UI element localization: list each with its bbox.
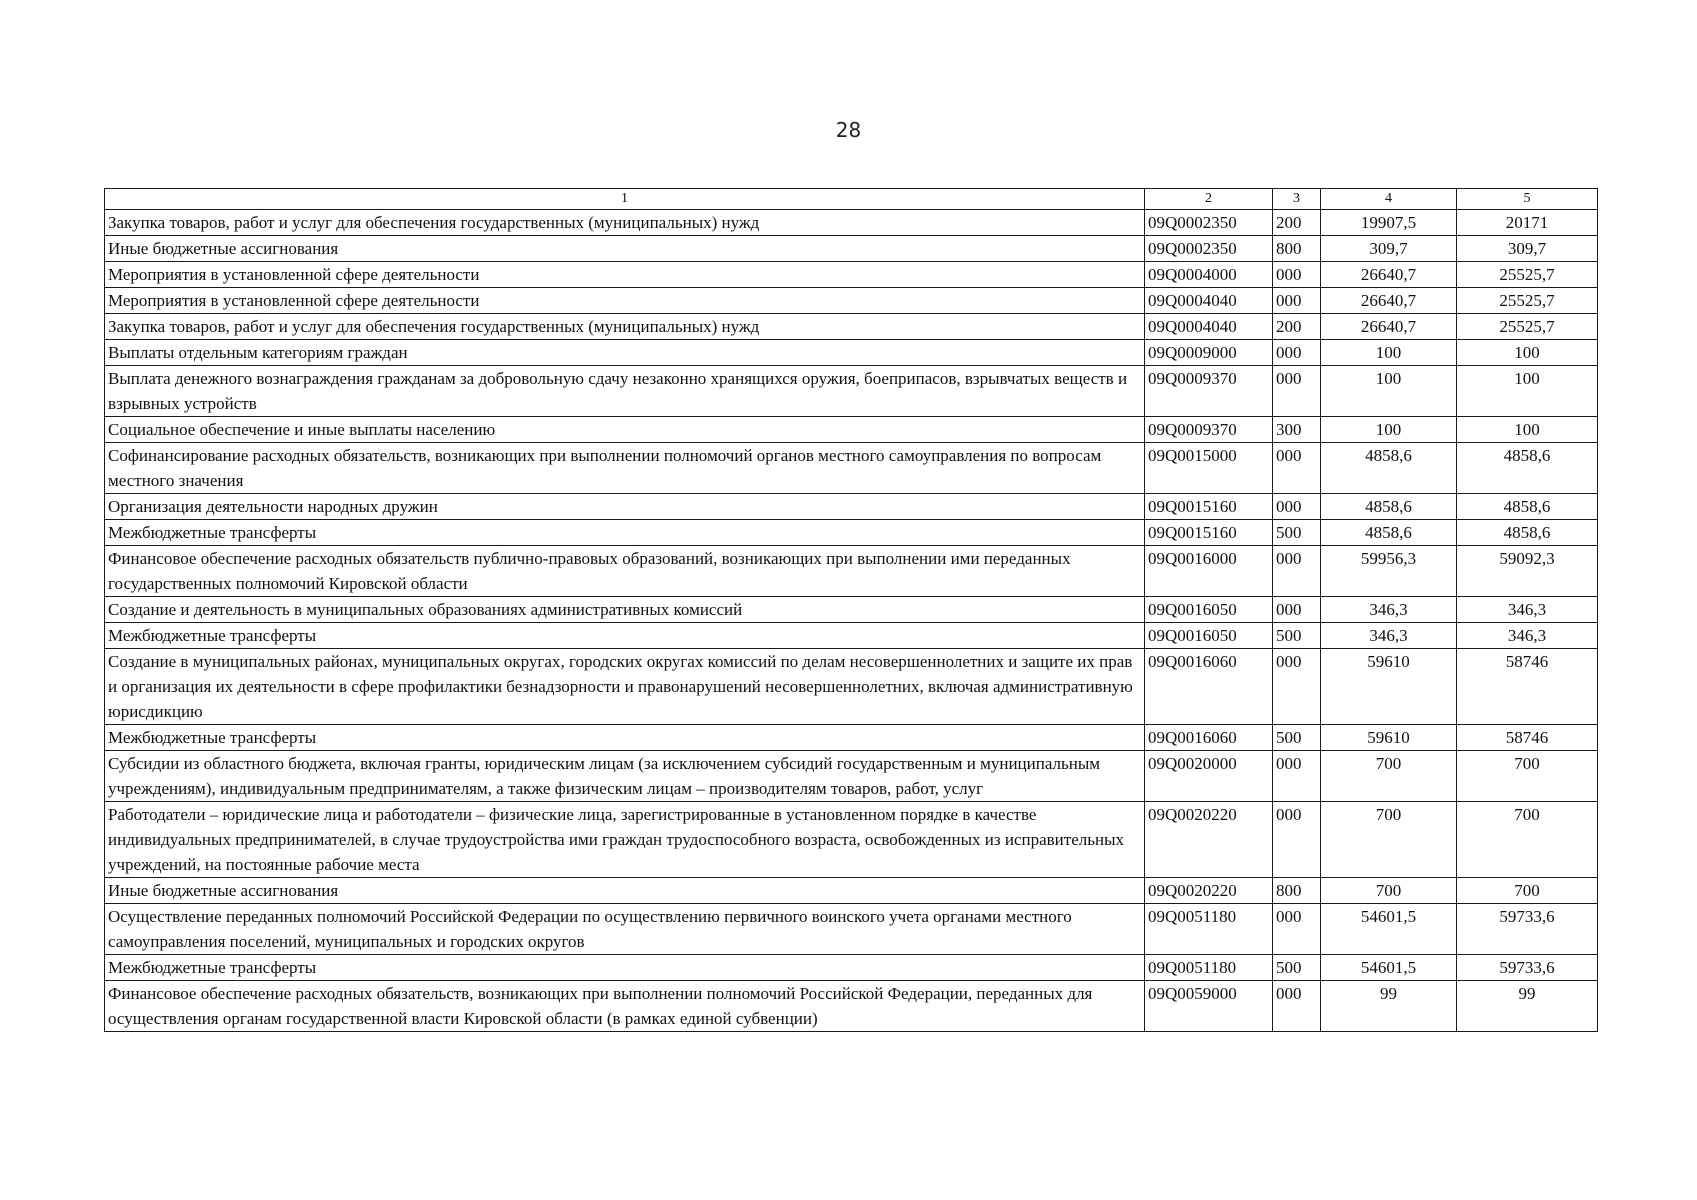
row-code-cell: 09Q0020220 [1145,802,1273,878]
row-value-2024-cell: 100 [1321,366,1457,417]
row-name-cell: Выплаты отдельным категориям граждан [105,340,1145,366]
table-row [105,210,1598,236]
row-name-cell: Субсидии из областного бюджета, включая гранты, юридическим лицам (за исключением субсидий государственным и муниципальным учреждениям), индивидуальным предпринимателям, а также физическим лицам – производителям товаров, работ, услуг [105,751,1145,802]
table-row [105,725,1598,751]
row-value-2025-cell: 700 [1457,751,1598,802]
row-value-2024-cell: 26640,7 [1321,288,1457,314]
row-kvr-cell: 000 [1273,288,1321,314]
header-col-3: 3 [1273,189,1321,210]
row-name-cell: Мероприятия в установленной сфере деятельности [105,288,1145,314]
row-code-cell: 09Q0004000 [1145,262,1273,288]
row-value-2025-cell: 4858,6 [1457,520,1598,546]
row-value-2025-cell: 59733,6 [1457,904,1598,955]
row-value-2025-cell: 346,3 [1457,597,1598,623]
row-code-cell: 09Q0015160 [1145,520,1273,546]
row-kvr-cell: 000 [1273,751,1321,802]
row-value-2024-cell: 100 [1321,340,1457,366]
row-kvr-cell: 500 [1273,725,1321,751]
row-code-cell: 09Q0051180 [1145,955,1273,981]
row-name-cell: Создание в муниципальных районах, муниципальных округах, городских округах комиссий по делам несовершеннолетних и защите их прав и организация их деятельности в сфере профилактики безнадзорности и правонарушений несовершеннолетних, включая административную юрисдикцию [105,649,1145,725]
row-name-cell: Межбюджетные трансферты [105,725,1145,751]
row-name-cell: Организация деятельности народных дружин [105,494,1145,520]
row-code-cell: 09Q0015160 [1145,494,1273,520]
row-code-cell: 09Q0051180 [1145,904,1273,955]
row-value-2025-cell: 59092,3 [1457,546,1598,597]
table-row [105,878,1598,904]
row-value-2024-cell: 346,3 [1321,597,1457,623]
row-kvr-cell: 000 [1273,597,1321,623]
page-number: 28 [835,118,862,142]
row-name-cell: Иные бюджетные ассигнования [105,236,1145,262]
row-value-2025-cell: 4858,6 [1457,443,1598,494]
header-col-5: 5 [1457,189,1598,210]
row-value-2025-cell: 346,3 [1457,623,1598,649]
row-value-2025-cell: 100 [1457,340,1598,366]
row-value-2025-cell: 25525,7 [1457,262,1598,288]
row-kvr-cell: 500 [1273,520,1321,546]
row-kvr-cell: 000 [1273,802,1321,878]
row-kvr-cell: 000 [1273,981,1321,1032]
row-value-2025-cell: 25525,7 [1457,314,1598,340]
row-code-cell: 09Q0002350 [1145,210,1273,236]
row-name-cell: Мероприятия в установленной сфере деятельности [105,262,1145,288]
table-row [105,340,1598,366]
table-row [105,443,1598,494]
row-value-2024-cell: 26640,7 [1321,314,1457,340]
row-code-cell: 09Q0016060 [1145,725,1273,751]
row-kvr-cell: 800 [1273,878,1321,904]
budget-table [104,188,1598,1032]
row-kvr-cell: 500 [1273,623,1321,649]
row-code-cell: 09Q0016050 [1145,623,1273,649]
row-value-2024-cell: 59610 [1321,725,1457,751]
row-code-cell: 09Q0016000 [1145,546,1273,597]
row-code-cell: 09Q0009370 [1145,366,1273,417]
row-name-cell: Межбюджетные трансферты [105,520,1145,546]
header-col-4: 4 [1321,189,1457,210]
table-row [105,494,1598,520]
row-value-2024-cell: 59610 [1321,649,1457,725]
table-row [105,623,1598,649]
row-code-cell: 09Q0002350 [1145,236,1273,262]
row-value-2024-cell: 54601,5 [1321,904,1457,955]
row-value-2024-cell: 309,7 [1321,236,1457,262]
row-kvr-cell: 000 [1273,262,1321,288]
row-value-2024-cell: 4858,6 [1321,494,1457,520]
row-code-cell: 09Q0059000 [1145,981,1273,1032]
row-name-cell: Финансовое обеспечение расходных обязательств публично-правовых образований, возникающих при выполнении ими переданных государственных полномочий Кировской области [105,546,1145,597]
row-value-2024-cell: 99 [1321,981,1457,1032]
row-kvr-cell: 300 [1273,417,1321,443]
row-kvr-cell: 500 [1273,955,1321,981]
row-value-2024-cell: 346,3 [1321,623,1457,649]
table-row [105,366,1598,417]
table-row [105,751,1598,802]
table-body [105,210,1598,1032]
row-name-cell: Выплата денежного вознаграждения гражданам за добровольную сдачу незаконно хранящихся оружия, боеприпасов, взрывчатых веществ и взрывных устройств [105,366,1145,417]
row-code-cell: 09Q0015000 [1145,443,1273,494]
row-value-2025-cell: 59733,6 [1457,955,1598,981]
table-row [105,802,1598,878]
row-name-cell: Финансовое обеспечение расходных обязательств, возникающих при выполнении полномочий Российской Федерации, переданных для осуществления органам государственной власти Кировской области (в рамках единой субвенции) [105,981,1145,1032]
row-code-cell: 09Q0016050 [1145,597,1273,623]
row-value-2025-cell: 700 [1457,878,1598,904]
row-value-2024-cell: 700 [1321,802,1457,878]
row-value-2025-cell: 4858,6 [1457,494,1598,520]
row-value-2025-cell: 100 [1457,417,1598,443]
row-code-cell: 09Q0020220 [1145,878,1273,904]
row-value-2025-cell: 25525,7 [1457,288,1598,314]
row-kvr-cell: 800 [1273,236,1321,262]
row-name-cell: Социальное обеспечение и иные выплаты населению [105,417,1145,443]
row-value-2024-cell: 4858,6 [1321,520,1457,546]
row-kvr-cell: 000 [1273,340,1321,366]
row-name-cell: Работодатели – юридические лица и работодатели – физические лица, зарегистрированные в установленном порядке в качестве индивидуальных предпринимателей, в случае трудоустройства ими граждан трудоспособного возраста, освобожденных из исправительных учреждений, на постоянные рабочие места [105,802,1145,878]
row-value-2025-cell: 100 [1457,366,1598,417]
row-value-2025-cell: 58746 [1457,649,1598,725]
row-code-cell: 09Q0009000 [1145,340,1273,366]
row-value-2024-cell: 19907,5 [1321,210,1457,236]
row-value-2024-cell: 4858,6 [1321,443,1457,494]
row-value-2025-cell: 58746 [1457,725,1598,751]
row-kvr-cell: 000 [1273,494,1321,520]
row-name-cell: Софинансирование расходных обязательств, возникающих при выполнении полномочий органов местного самоуправления по вопросам местного значения [105,443,1145,494]
row-kvr-cell: 000 [1273,904,1321,955]
row-value-2025-cell: 20171 [1457,210,1598,236]
table-row [105,288,1598,314]
table-row [105,955,1598,981]
row-code-cell: 09Q0016060 [1145,649,1273,725]
row-kvr-cell: 200 [1273,210,1321,236]
table-row [105,904,1598,955]
row-value-2024-cell: 700 [1321,878,1457,904]
table-row [105,236,1598,262]
header-col-2: 2 [1145,189,1273,210]
table-row [105,520,1598,546]
row-name-cell: Создание и деятельность в муниципальных образованиях административных комиссий [105,597,1145,623]
row-name-cell: Иные бюджетные ассигнования [105,878,1145,904]
table-row [105,981,1598,1032]
row-value-2024-cell: 26640,7 [1321,262,1457,288]
row-value-2024-cell: 59956,3 [1321,546,1457,597]
row-name-cell: Закупка товаров, работ и услуг для обеспечения государственных (муниципальных) нужд [105,210,1145,236]
header-col-1: 1 [105,189,1145,210]
row-value-2024-cell: 100 [1321,417,1457,443]
table-row [105,262,1598,288]
row-name-cell: Осуществление переданных полномочий Российской Федерации по осуществлению первичного воинского учета органами местного самоуправления поселений, муниципальных и городских округов [105,904,1145,955]
table-row [105,649,1598,725]
row-value-2025-cell: 309,7 [1457,236,1598,262]
row-kvr-cell: 000 [1273,649,1321,725]
row-kvr-cell: 000 [1273,443,1321,494]
row-name-cell: Межбюджетные трансферты [105,623,1145,649]
row-code-cell: 09Q0004040 [1145,288,1273,314]
row-name-cell: Межбюджетные трансферты [105,955,1145,981]
table-row [105,417,1598,443]
row-kvr-cell: 200 [1273,314,1321,340]
table-header-row [105,189,1598,210]
table-row [105,546,1598,597]
table-row [105,314,1598,340]
row-kvr-cell: 000 [1273,366,1321,417]
row-value-2025-cell: 700 [1457,802,1598,878]
row-code-cell: 09Q0004040 [1145,314,1273,340]
row-value-2024-cell: 54601,5 [1321,955,1457,981]
table-row [105,597,1598,623]
row-code-cell: 09Q0020000 [1145,751,1273,802]
row-code-cell: 09Q0009370 [1145,417,1273,443]
row-name-cell: Закупка товаров, работ и услуг для обеспечения государственных (муниципальных) нужд [105,314,1145,340]
row-kvr-cell: 000 [1273,546,1321,597]
row-value-2025-cell: 99 [1457,981,1598,1032]
row-value-2024-cell: 700 [1321,751,1457,802]
